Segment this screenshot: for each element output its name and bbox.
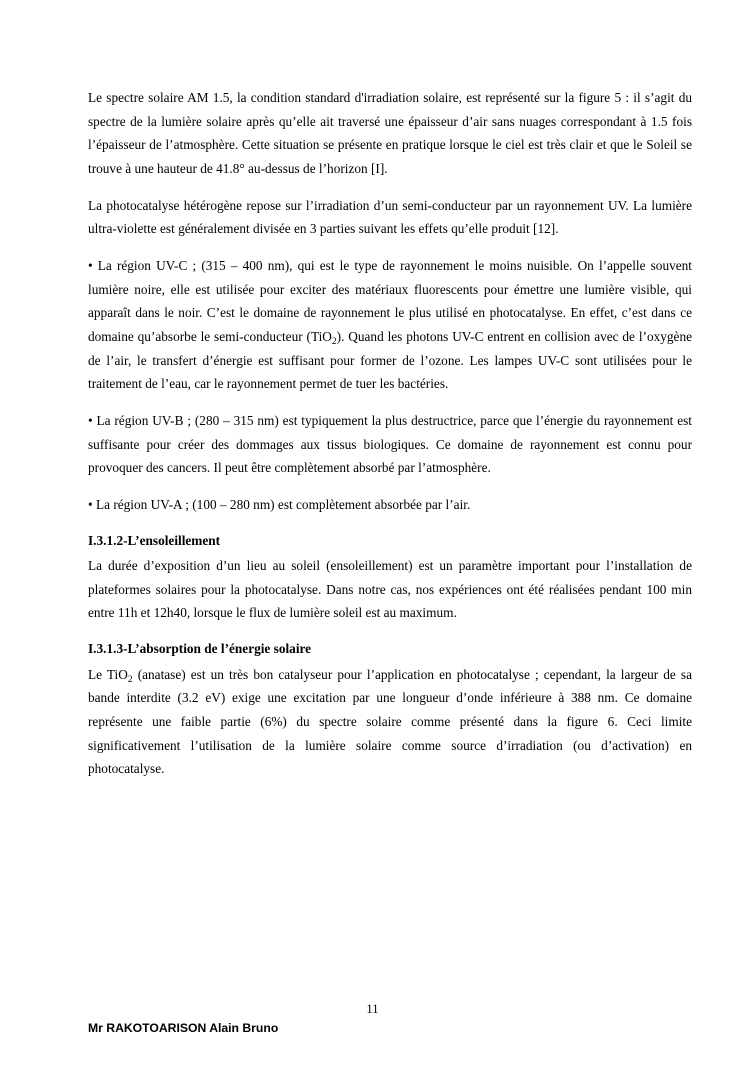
paragraph-absorption — [88, 663, 692, 781]
heading-ensoleillement: I.3.1.2-L’ensoleillement — [88, 532, 221, 548]
paragraph-ensoleillement: La durée d’exposition d’un lieu au soleil (ensoleillement) est un paramètre important pour l’installation de plateformes solaires pour la photocatalyse. Dans notre cas, nos expériences ont été réalisées pendant 100 min entre 11h et 12h40, lorsque le flux de lumière soleil est au maximum. — [88, 558, 692, 621]
paragraph-uva: • La région UV-A ; (100 – 280 nm) est complètement absorbée par l’air. — [88, 496, 471, 512]
paragraph-photocatalysis-intro: La photocatalyse hétérogène repose sur l’irradiation d’un semi-conducteur par un rayonnement UV. La lumière ultra-violette est généralement divisée en 3 parties suivant les effets qu’elle produit [12]. — [88, 197, 692, 237]
paragraph-uvc: • La région UV-C ; (315 – 400 nm), qui est le type de rayonnement le moins nuisible. On l’appelle souvent lumière noire, elle est utilisée pour exciter des matériaux fluorescents pour émettre une lumière visible, qui apparaît dans le noir. C’est le domaine de rayonnement le plus utilisé en photocatalyse. En effet, c’est dans ce domaine qu’absorbe le semi-conducteur (TiO$_2$). Quand les photons UV-C entrent en collision avec de l’oxygène de l’air, le transfert d’énergie est suffisant pour former de l’ozone. Les lampes UV-C sont utilisées pour le traitement de l’eau, car le rayonnement permet de tuer les bactéries. — [88, 257, 692, 392]
heading-absorption: I.3.1.3-L’absorption de l’énergie solaire — [88, 641, 312, 657]
absorption-text-before: Le TiO — [88, 666, 128, 682]
paragraph-solar-spectrum: Le spectre solaire AM 1.5, la condition standard d'irradiation solaire, est représenté sur la figure 5 : il s’agit du spectre de la lumière solaire après qu’elle ait traversé une épaisseur d’air sans nuages correspondant à 1.5 fois l’épaisseur de l’atmosphère. Cette situation se présente en pratique lorsque le ciel est très clair et que le Soleil se trouve à une hauteur de 41.8° au-dessus de l’horizon [I]. — [88, 90, 692, 176]
document-body — [88, 86, 692, 794]
tio2-subscript: 2 — [127, 674, 133, 685]
tio2-subscript: 2 — [331, 336, 337, 347]
page-number: 11 — [366, 1002, 379, 1016]
absorption-text-after: (anatase) est un très bon catalyseur pour l’application en photocatalyse ; cependant, la largeur de sa bande interdite (3.2 eV) exige une excitation par une longueur d’onde inférieure à 388 nm. Ce domaine représente une faible partie (6%) du spectre solaire comme présenté dans la figure 6. Ceci limite significativement l’utilisation de la lumière solaire comme source d’irradiation (ou d’activation) en photocatalyse. — [88, 666, 692, 777]
paragraph-uvb: • La région UV-B ; (280 – 315 nm) est typiquement la plus destructrice, parce que l’énergie du rayonnement est suffisante pour créer des dommages aux tissus biologiques. Ce domaine de rayonnement est connu pour provoquer des cancers. Il peut être complètement absorbé par l’atmosphère. — [88, 412, 692, 476]
footer-author: Mr RAKOTOARISON Alain Bruno — [88, 1021, 279, 1035]
